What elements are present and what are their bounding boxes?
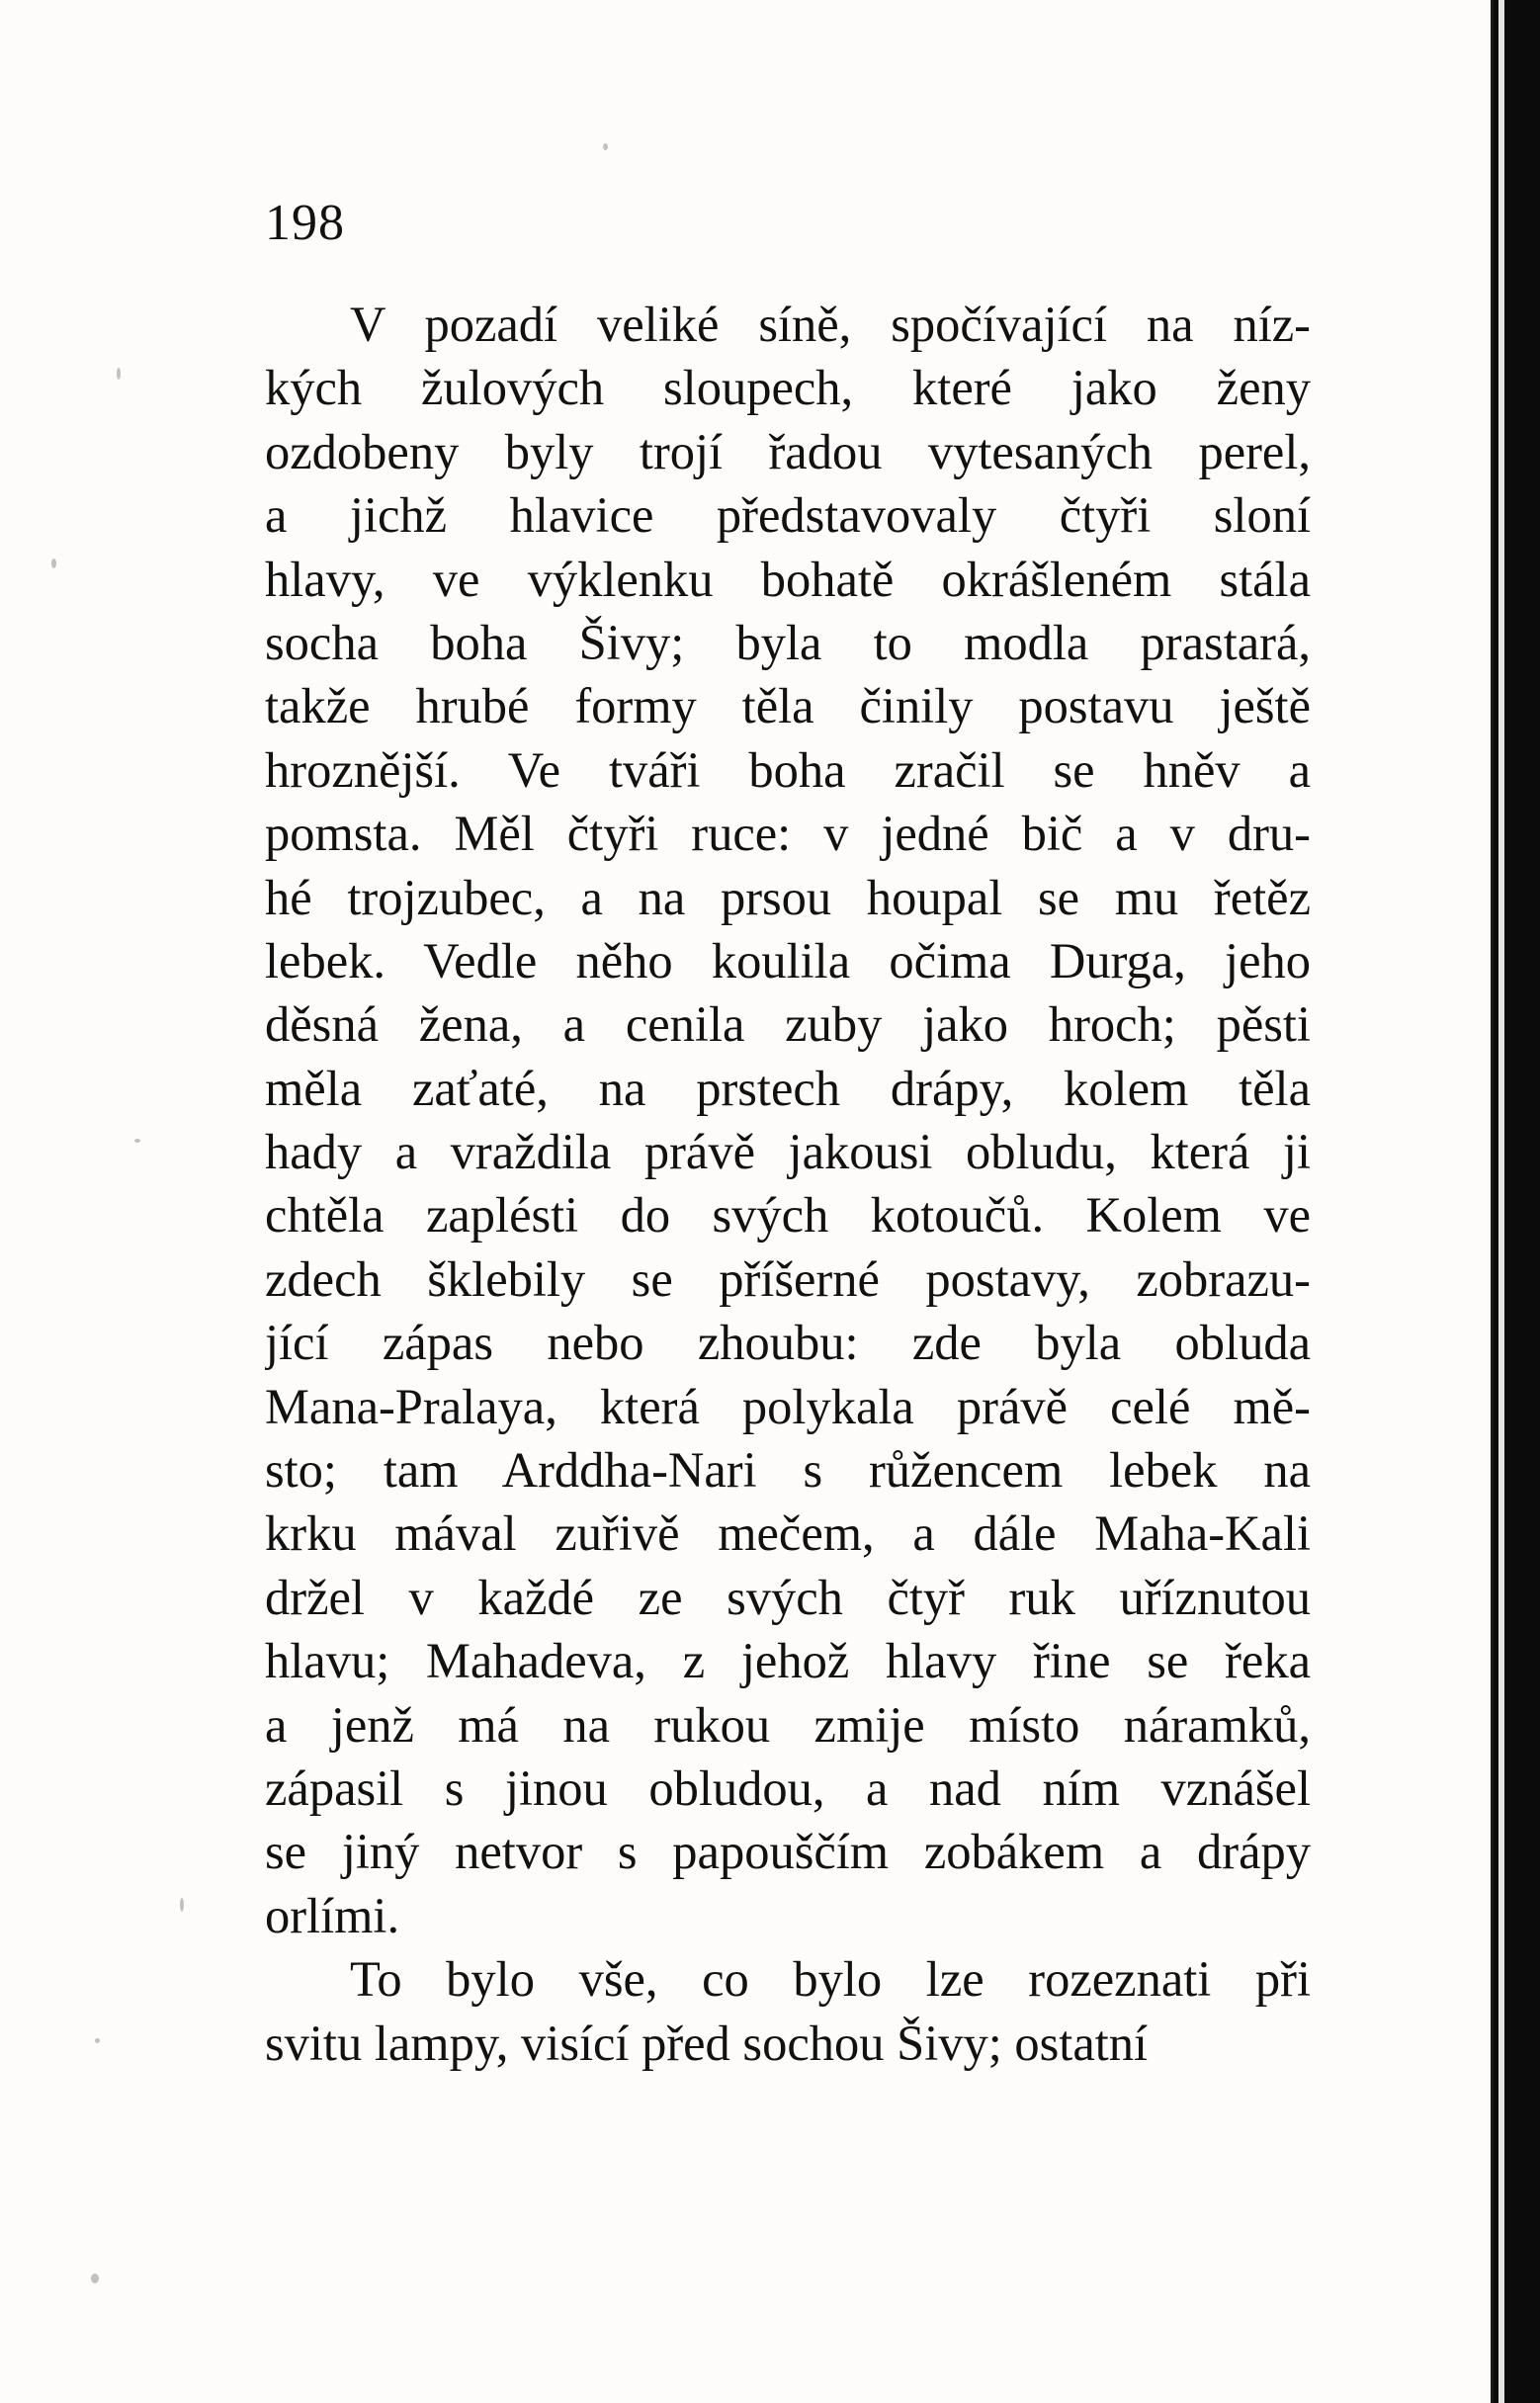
scan-speck	[117, 368, 121, 380]
text-line: pomsta. Měl čtyři ruce: v jedné bič a v dru-	[265, 806, 1311, 862]
scan-speck	[91, 2274, 99, 2283]
text-line: takže hrubé formy těla činily postavu ještě	[265, 678, 1311, 734]
text-line: Mana-Pralaya, která polykala právě celé mě-	[265, 1378, 1311, 1434]
text-line: se jiný netvor s papouščím zobákem a drápy	[265, 1824, 1311, 1880]
scan-speck	[180, 1898, 184, 1912]
body-text	[265, 293, 1311, 2075]
text-line: jící zápas nebo zhoubu: zde byla obluda	[265, 1315, 1311, 1371]
text-line: socha boha Šivy; byla to modla prastará,	[265, 614, 1311, 670]
page-edge	[1498, 0, 1504, 2403]
text-line: chtěla zaplésti do svých kotoučů. Kolem ve	[265, 1187, 1311, 1244]
text-line: a jenž má na rukou zmije místo náramků,	[265, 1696, 1311, 1753]
text-line: držel v každé ze svých čtyř ruk uříznutou	[265, 1569, 1311, 1625]
text-line: To bylo vše, co bylo lze rozeznati při	[350, 1951, 1311, 2008]
text-line: orlími.	[265, 1887, 400, 1943]
text-line: lebek. Vedle něho koulila očima Durga, jeho	[265, 932, 1311, 988]
scan-speck	[134, 1139, 140, 1143]
text-line: a jichž hlavice představovaly čtyři sloní	[265, 487, 1311, 544]
scan-speck	[603, 143, 608, 150]
text-line: hé trojzubec, a na prsou houpal se mu řetěz	[265, 869, 1311, 925]
text-line: ozdobeny byly trojí řadou vytesaných perel,	[265, 423, 1311, 479]
text-line: zápasil s jinou obludou, a nad ním vznášel	[265, 1759, 1311, 1816]
page-number: 198	[265, 195, 345, 251]
paragraph	[265, 1947, 1311, 2075]
paragraph	[265, 293, 1311, 1947]
text-line: hlavu; Mahadeva, z jehož hlavy řine se řeka	[265, 1633, 1311, 1689]
text-line: hady a vraždila právě jakousi obludu, která ji	[265, 1124, 1311, 1180]
text-line: kých žulových sloupech, které jako ženy	[265, 360, 1311, 416]
text-line: hroznější. Ve tváři boha zračil se hněv a	[265, 741, 1311, 798]
text-line: svitu lampy, visící před sochou Šivy; ostatní	[265, 2015, 1149, 2071]
text-line: děsná žena, a cenila zuby jako hroch; pěsti	[265, 996, 1311, 1053]
scan-speck	[95, 2038, 100, 2043]
text-line: zdech šklebily se příšerné postavy, zobrazu-	[265, 1250, 1311, 1307]
text-line: V pozadí veliké síně, spočívající na níz-	[350, 297, 1311, 352]
text-line: hlavy, ve výklenku bohatě okrášleném stála	[265, 551, 1311, 607]
scan-speck	[51, 558, 56, 568]
text-line: sto; tam Arddha-Nari s růžencem lebek na	[265, 1442, 1311, 1499]
text-line: měla zaťaté, na prstech drápy, kolem těla	[265, 1060, 1311, 1116]
text-line: krku mával zuřivě mečem, a dále Maha-Kali	[265, 1505, 1311, 1562]
